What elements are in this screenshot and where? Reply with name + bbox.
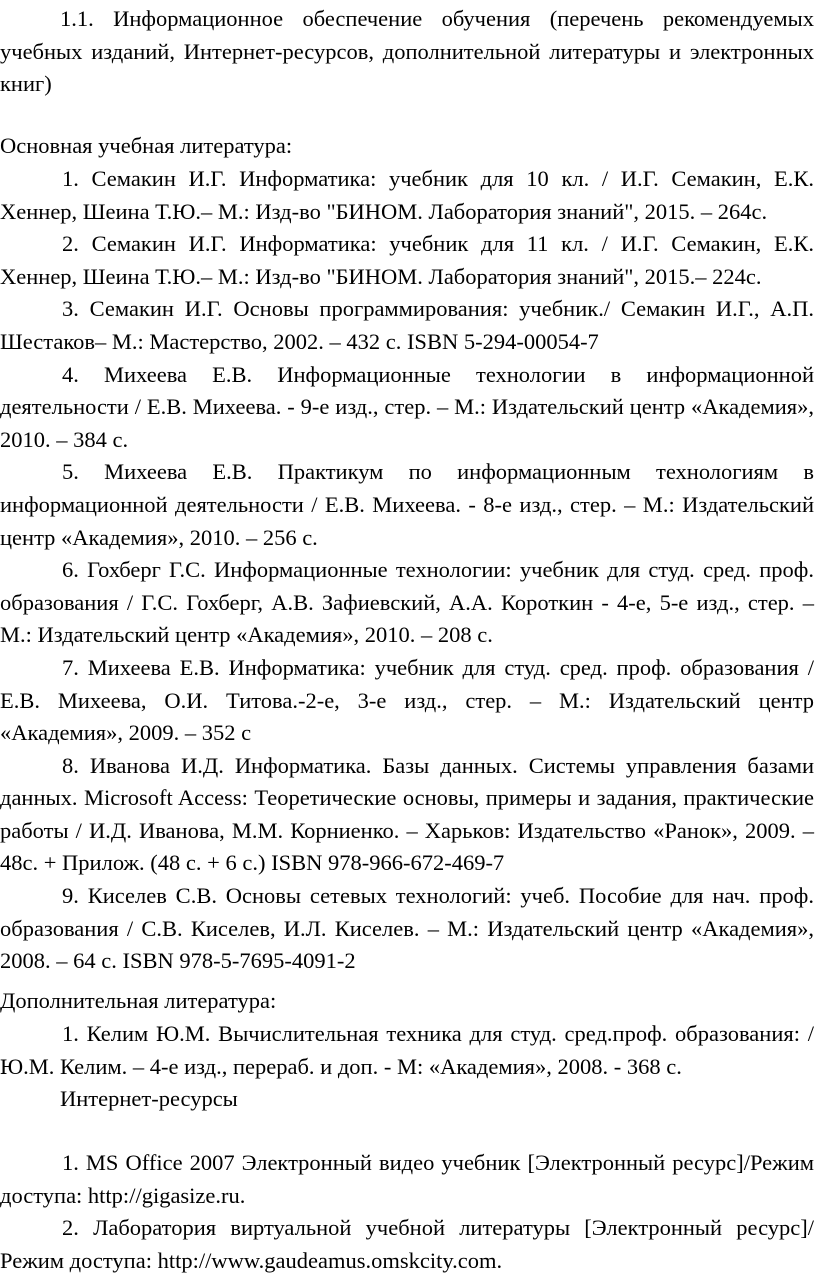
list-item: 2. Лаборатория виртуальной учебной литературы [Электронный ресурс]/Режим доступа: http://www.gaudeamus.omskcity.com. bbox=[0, 1215, 814, 1273]
list-item: 3. Семакин И.Г. Основы программирования: учебник./ Семакин И.Г., А.П. Шестаков– М.: Мастерство, 2002. – 432 с. ISBN 5-294-00054-7 bbox=[0, 296, 814, 354]
extra-literature-title: Дополнительная литература: bbox=[0, 988, 277, 1013]
internet-resources-title: Интернет-ресурсы bbox=[60, 1086, 238, 1112]
list-item: 9. Киселев С.В. Основы сетевых технологий: учеб. Пособие для нач. проф. образования / С.В. Киселев, И.Л. Киселев. – М.: Издательский центр «Академия», 2008. – 64 с. ISBN 978-5-7695-4091-2 bbox=[0, 883, 814, 974]
list-item: 1. MS Office 2007 Электронный видео учебник [Электронный ресурс]/Режим доступа: http://gigasize.ru. bbox=[0, 1150, 814, 1208]
list-item: 2. Семакин И.Г. Информатика: учебник для 11 кл. / И.Г. Семакин, Е.К. Хеннер, Шеина Т.Ю.– М.: Изд-во "БИНОМ. Лаборатория знаний", 2015.– 224с. bbox=[0, 231, 814, 289]
list-item: 6. Гохберг Г.С. Информационные технологии: учебник для студ. сред. проф. образования / Г.С. Гохберг, А.В. Зафиевский, А.А. Короткин - 4-е, 5-е изд., стер. – М.: Издательский центр «Академия», 2010. – 208 с. bbox=[0, 557, 814, 648]
internet-resources-list bbox=[0, 1147, 814, 1277]
extra-literature-list bbox=[0, 1018, 814, 1116]
main-literature-title: Основная учебная литература: bbox=[0, 133, 293, 158]
section-heading: 1.1. Информационное обеспечение обучения (перечень рекомендуемых учебных изданий, Интернет-ресурсов, дополнительной литературы и электронных книг) bbox=[0, 6, 814, 97]
main-literature-list bbox=[0, 163, 814, 978]
list-item: 7. Михеева Е.В. Информатика: учебник для студ. сред. проф. образования / Е.В. Михеева, О.И. Титова.-2-е, 3-е изд., стер. – М.: Издательский центр «Академия», 2009. – 352 с bbox=[0, 654, 814, 746]
list-item: 1. Семакин И.Г. Информатика: учебник для 10 кл. / И.Г. Семакин, Е.К. Хеннер, Шеина Т.Ю.– М.: Изд-во "БИНОМ. Лаборатория знаний", 2015. – 264с. bbox=[0, 166, 814, 224]
list-item: 4. Михеева Е.В. Информационные технологии в информационной деятельности / Е.В. Михеева. - 9-е изд., стер. – М.: Издательский центр «Академия», 2010. – 384 с. bbox=[0, 361, 814, 452]
list-item: 8. Иванова И.Д. Информатика. Базы данных. Системы управления базами данных. Microsoft Access: Теоретические основы, примеры и задания, практические работы / И.Д. Иванова, М.М. Корниенко. – Харьков: Издательство «Ранок», 2009. – 48с. + Прилож. (48 с. + 6 с.) ISBN 978-966-672-469-7 bbox=[0, 752, 814, 876]
list-item: 5. Михеева Е.В. Практикум по информационным технологиям в информационной деятельности / Е.В. Михеева. - 8-е изд., стер. – М.: Издательский центр «Академия», 2010. – 256 с. bbox=[0, 459, 814, 550]
list-item: 1. Келим Ю.М. Вычислительная техника для студ. сред.проф. образования: /Ю.М. Келим. – 4-е изд., перераб. и доп. - М: «Академия», 2008. - 368 с. bbox=[0, 1021, 814, 1079]
